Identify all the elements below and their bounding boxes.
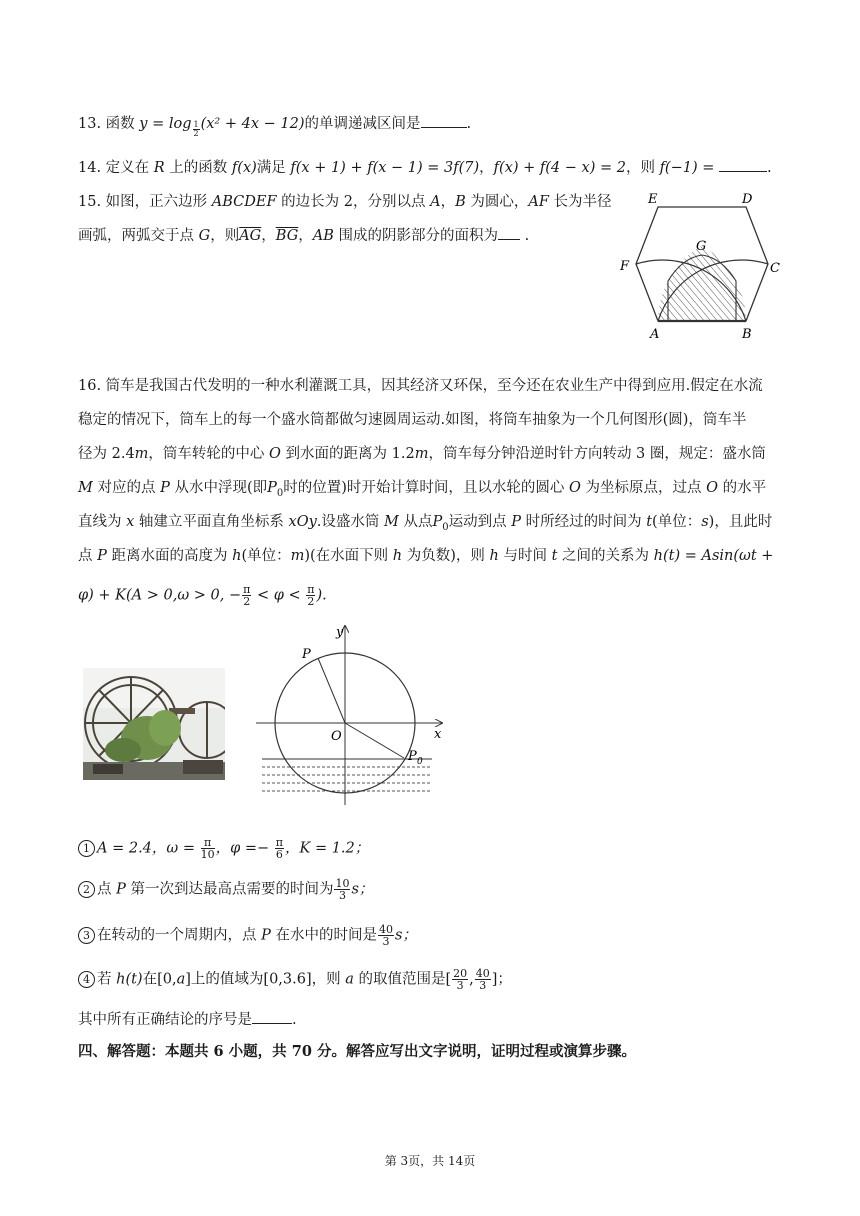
- question-15-line-2: 画弧，两弧交于点 G，则$\overline{AG}$，$\overline{BG}$，AB 围成的阴影部分的面积为 .: [78, 228, 530, 244]
- label-F: F: [620, 259, 630, 274]
- label-O: O: [331, 729, 342, 744]
- page-footer: 第 3页，共 14页: [384, 1154, 476, 1168]
- water-wheel-photo: [83, 668, 225, 780]
- answer-blank-16[interactable]: [252, 1023, 292, 1024]
- answer-blank-13[interactable]: [421, 127, 467, 128]
- answer-blank-15[interactable]: [498, 239, 520, 240]
- question-14: 14. 定义在 R 上的函数 f(x)满足 f(x + 1) + f(x − 1) = 3f(7)，f(x) + f(4 − x) = 2，则 f(−1) = .: [78, 160, 772, 176]
- question-16-line-3: 径为 2.4m，筒车转轮的中心 O 到水面的距离为 1.2m，筒车每分钟沿逆时针方向转动 3 圈，规定：盛水筒: [78, 446, 766, 462]
- label-B: B: [742, 327, 752, 342]
- wheel-diagram: [252, 620, 452, 810]
- label-D: D: [742, 192, 753, 207]
- label-P: P: [302, 647, 311, 662]
- question-15-line-1: 15. 如图，正六边形 ABCDEF 的边长为 2，分别以点 A，B 为圆心，AF 长为半径: [78, 194, 612, 210]
- answer-blank-14[interactable]: [719, 171, 767, 172]
- question-16-line-5: 直线为 x 轴建立平面直角坐标系 xOy.设盛水筒 M 从点$P_0$运动到点 P 时所经过的时间为 t(单位：s)，且此时: [78, 514, 773, 533]
- label-y: y: [336, 625, 344, 640]
- label-P0: P: [408, 749, 417, 764]
- label-x: x: [434, 727, 442, 742]
- question-16-line-4: M 对应的点 P 从水中浮现(即$P_0$时的位置)时开始计算时间，且以水轮的圆心 O 为坐标原点，过点 O 的水平: [78, 480, 767, 499]
- question-16-line-1: 16. 筒车是我国古代发明的一种水利灌溉工具，因其经济又环保，至今还在农业生产中得到应用.假定在水流: [78, 378, 763, 394]
- question-16-line-6: 点 P 距离水面的高度为 h(单位：m)(在水面下则 h 为负数)，则 h 与时间 t 之间的关系为 h(t) = Asin(ωt +: [78, 548, 774, 564]
- radius-OP: [318, 658, 345, 723]
- label-E: E: [648, 192, 658, 207]
- final-question: 其中所有正确结论的序号是 .: [78, 1012, 297, 1028]
- label-P0-sub: 0: [417, 757, 423, 767]
- option-2: 2 点 P 第一次到达最高点需要的时间为 $\frac{10}{3}$ s；: [78, 878, 373, 901]
- hexagon-figure: [612, 188, 792, 344]
- label-A: A: [650, 327, 660, 342]
- shaded-region: [658, 246, 746, 322]
- section-4-heading: 四、解答题：本题共 6 小题，共 70 分。解答应写出文字说明，证明过程或演算步骤。: [78, 1043, 636, 1060]
- option-3: 3 在转动的一个周期内，点 P 在水中的时间是 $\frac{40}{3}$ s；: [78, 924, 417, 947]
- question-13: 13. 函数 y = log $\frac{1}{2}$ (x² + 4x − 12)的单调递减区间是 .: [78, 116, 472, 138]
- option-1: 1 A = 2.4，ω = $\frac{\pi}{10}$ ，φ =− $\frac{\pi}{6}$ ，K = 1.2；: [78, 837, 369, 860]
- label-G: G: [696, 239, 707, 254]
- label-C: C: [770, 261, 780, 276]
- question-16-line-7: φ) + K(A > 0,ω > 0, − $\frac{\pi}{2}$ < φ < $\frac{\pi}{2}$ ).: [78, 583, 327, 608]
- option-4: 4 若 h(t)在[0,a]上的值域为[0,3.6]，则 a 的取值范围是[ $\frac{20}{3}$ , $\frac{40}{3}$ ]；: [78, 968, 512, 991]
- radius-OP0: [345, 723, 404, 758]
- question-16-line-2: 稳定的情况下，筒车上的每一个盛水筒都做匀速圆周运动.如图，将筒车抽象为一个几何图形(圆)，筒车半: [78, 412, 747, 428]
